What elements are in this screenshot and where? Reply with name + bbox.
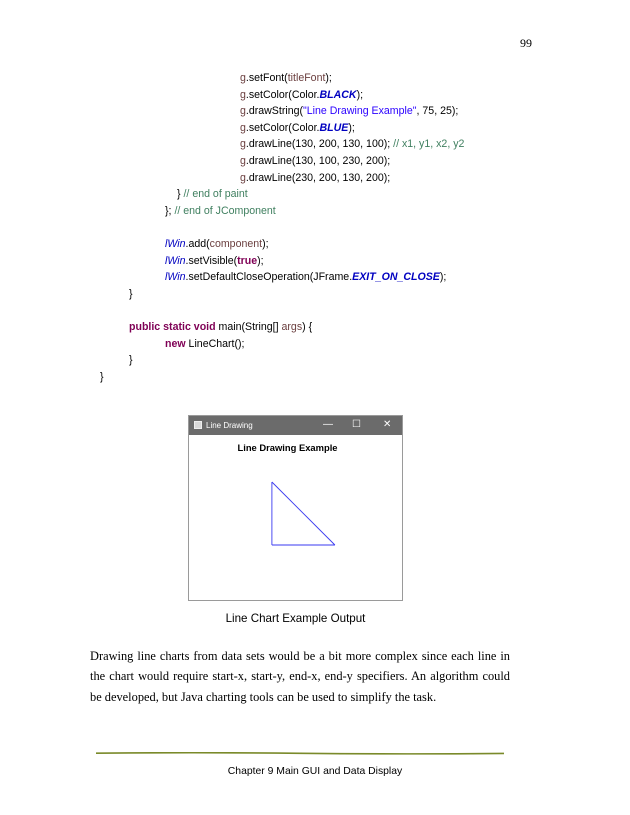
code-token: // end of JComponent — [174, 204, 276, 217]
code-token: new — [165, 337, 186, 350]
code-token: .setDefaultCloseOperation(JFrame. — [185, 271, 353, 284]
code-line — [100, 369, 104, 386]
code-token: g — [240, 138, 246, 151]
code-token: } — [100, 370, 104, 383]
code-token: BLUE — [319, 121, 349, 134]
code-line — [165, 253, 264, 270]
code-token: .drawString( — [245, 105, 304, 118]
code-line — [165, 269, 446, 286]
code-token: titleFont — [287, 72, 326, 84]
code-line — [240, 103, 458, 120]
code-token: // x1, y1, x2, y2 — [393, 138, 465, 151]
code-line — [165, 236, 269, 253]
code-token: main(String[] — [215, 321, 282, 333]
code-token: ); — [356, 88, 364, 101]
code-token: ) { — [302, 321, 313, 333]
window-titlebar[interactable] — [189, 416, 402, 435]
code-token: args — [281, 321, 303, 333]
line-drawing-canvas — [189, 435, 402, 600]
code-token: lWin — [165, 238, 186, 250]
code-token: } — [177, 188, 184, 201]
code-token: component — [209, 238, 263, 250]
code-line — [129, 286, 133, 303]
code-token: void — [193, 321, 216, 333]
code-token: ); — [348, 121, 355, 134]
body-paragraph: Drawing line charts from data sets would be a bit more complex since each line in the chart would require start-x, start-y, end-x, end-y specifiers. An algorithm could be developed, but Java charting tools can be used to simplify the task. — [90, 649, 510, 704]
code-token: static — [163, 321, 191, 333]
code-line — [165, 336, 245, 353]
code-token: .drawLine(130, 200, 130, 100); — [245, 138, 394, 151]
code-token: lWin — [165, 254, 186, 267]
java-app-icon — [194, 421, 202, 429]
java-window — [188, 415, 403, 601]
code-token: LineChart(); — [185, 337, 245, 350]
code-token: public — [129, 321, 161, 333]
code-token: .drawLine(130, 100, 230, 200); — [245, 155, 391, 167]
code-line — [240, 136, 464, 153]
code-line — [129, 319, 312, 336]
code-line — [177, 186, 248, 203]
code-token: ); — [439, 271, 447, 284]
code-token: .add( — [185, 238, 210, 250]
code-line — [240, 153, 390, 170]
code-line — [240, 170, 390, 187]
code-token: BLACK — [319, 88, 357, 101]
code-line — [240, 87, 363, 104]
code-token: .setVisible( — [185, 254, 238, 267]
code-token: g — [240, 72, 246, 84]
close-button[interactable]: ✕ — [383, 419, 392, 430]
drawn-line — [272, 482, 335, 545]
code-token: ); — [325, 72, 332, 84]
code-token: true — [237, 254, 258, 267]
code-token: "Line Drawing Example" — [303, 105, 417, 118]
code-token: // end of paint — [183, 188, 248, 201]
code-line — [240, 120, 355, 137]
code-token: } — [129, 354, 133, 367]
code-line — [240, 70, 332, 87]
code-token: ); — [257, 254, 264, 267]
figure-caption: Line Chart Example Output — [225, 612, 366, 625]
page-number: 99 — [520, 36, 532, 50]
footer-rule — [96, 752, 504, 755]
code-token: .setColor(Color. — [245, 88, 320, 101]
code-token: g — [240, 155, 246, 167]
code-token: g — [240, 105, 246, 118]
canvas-title: Line Drawing Example — [237, 442, 338, 453]
code-token: g — [240, 88, 246, 101]
code-token: lWin — [165, 271, 186, 284]
maximize-button[interactable]: ☐ — [352, 419, 361, 430]
code-token: .drawLine(230, 200, 130, 200); — [245, 171, 391, 184]
code-token: g — [240, 121, 246, 134]
footer-chapter-title: Chapter 9 Main GUI and Data Display — [227, 766, 403, 777]
code-token: ); — [262, 238, 269, 250]
code-line — [129, 352, 133, 369]
code-token: EXIT_ON_CLOSE — [352, 271, 440, 284]
code-token: , 75, 25); — [416, 105, 459, 118]
window-title: Line Drawing — [206, 421, 253, 430]
minimize-button[interactable]: — — [323, 419, 333, 430]
code-token: } — [129, 287, 133, 300]
code-token: .setColor(Color. — [245, 121, 320, 134]
code-token: }; — [165, 204, 175, 217]
code-token: g — [240, 171, 246, 184]
code-token: .setFont( — [245, 72, 288, 84]
code-line — [165, 203, 276, 220]
